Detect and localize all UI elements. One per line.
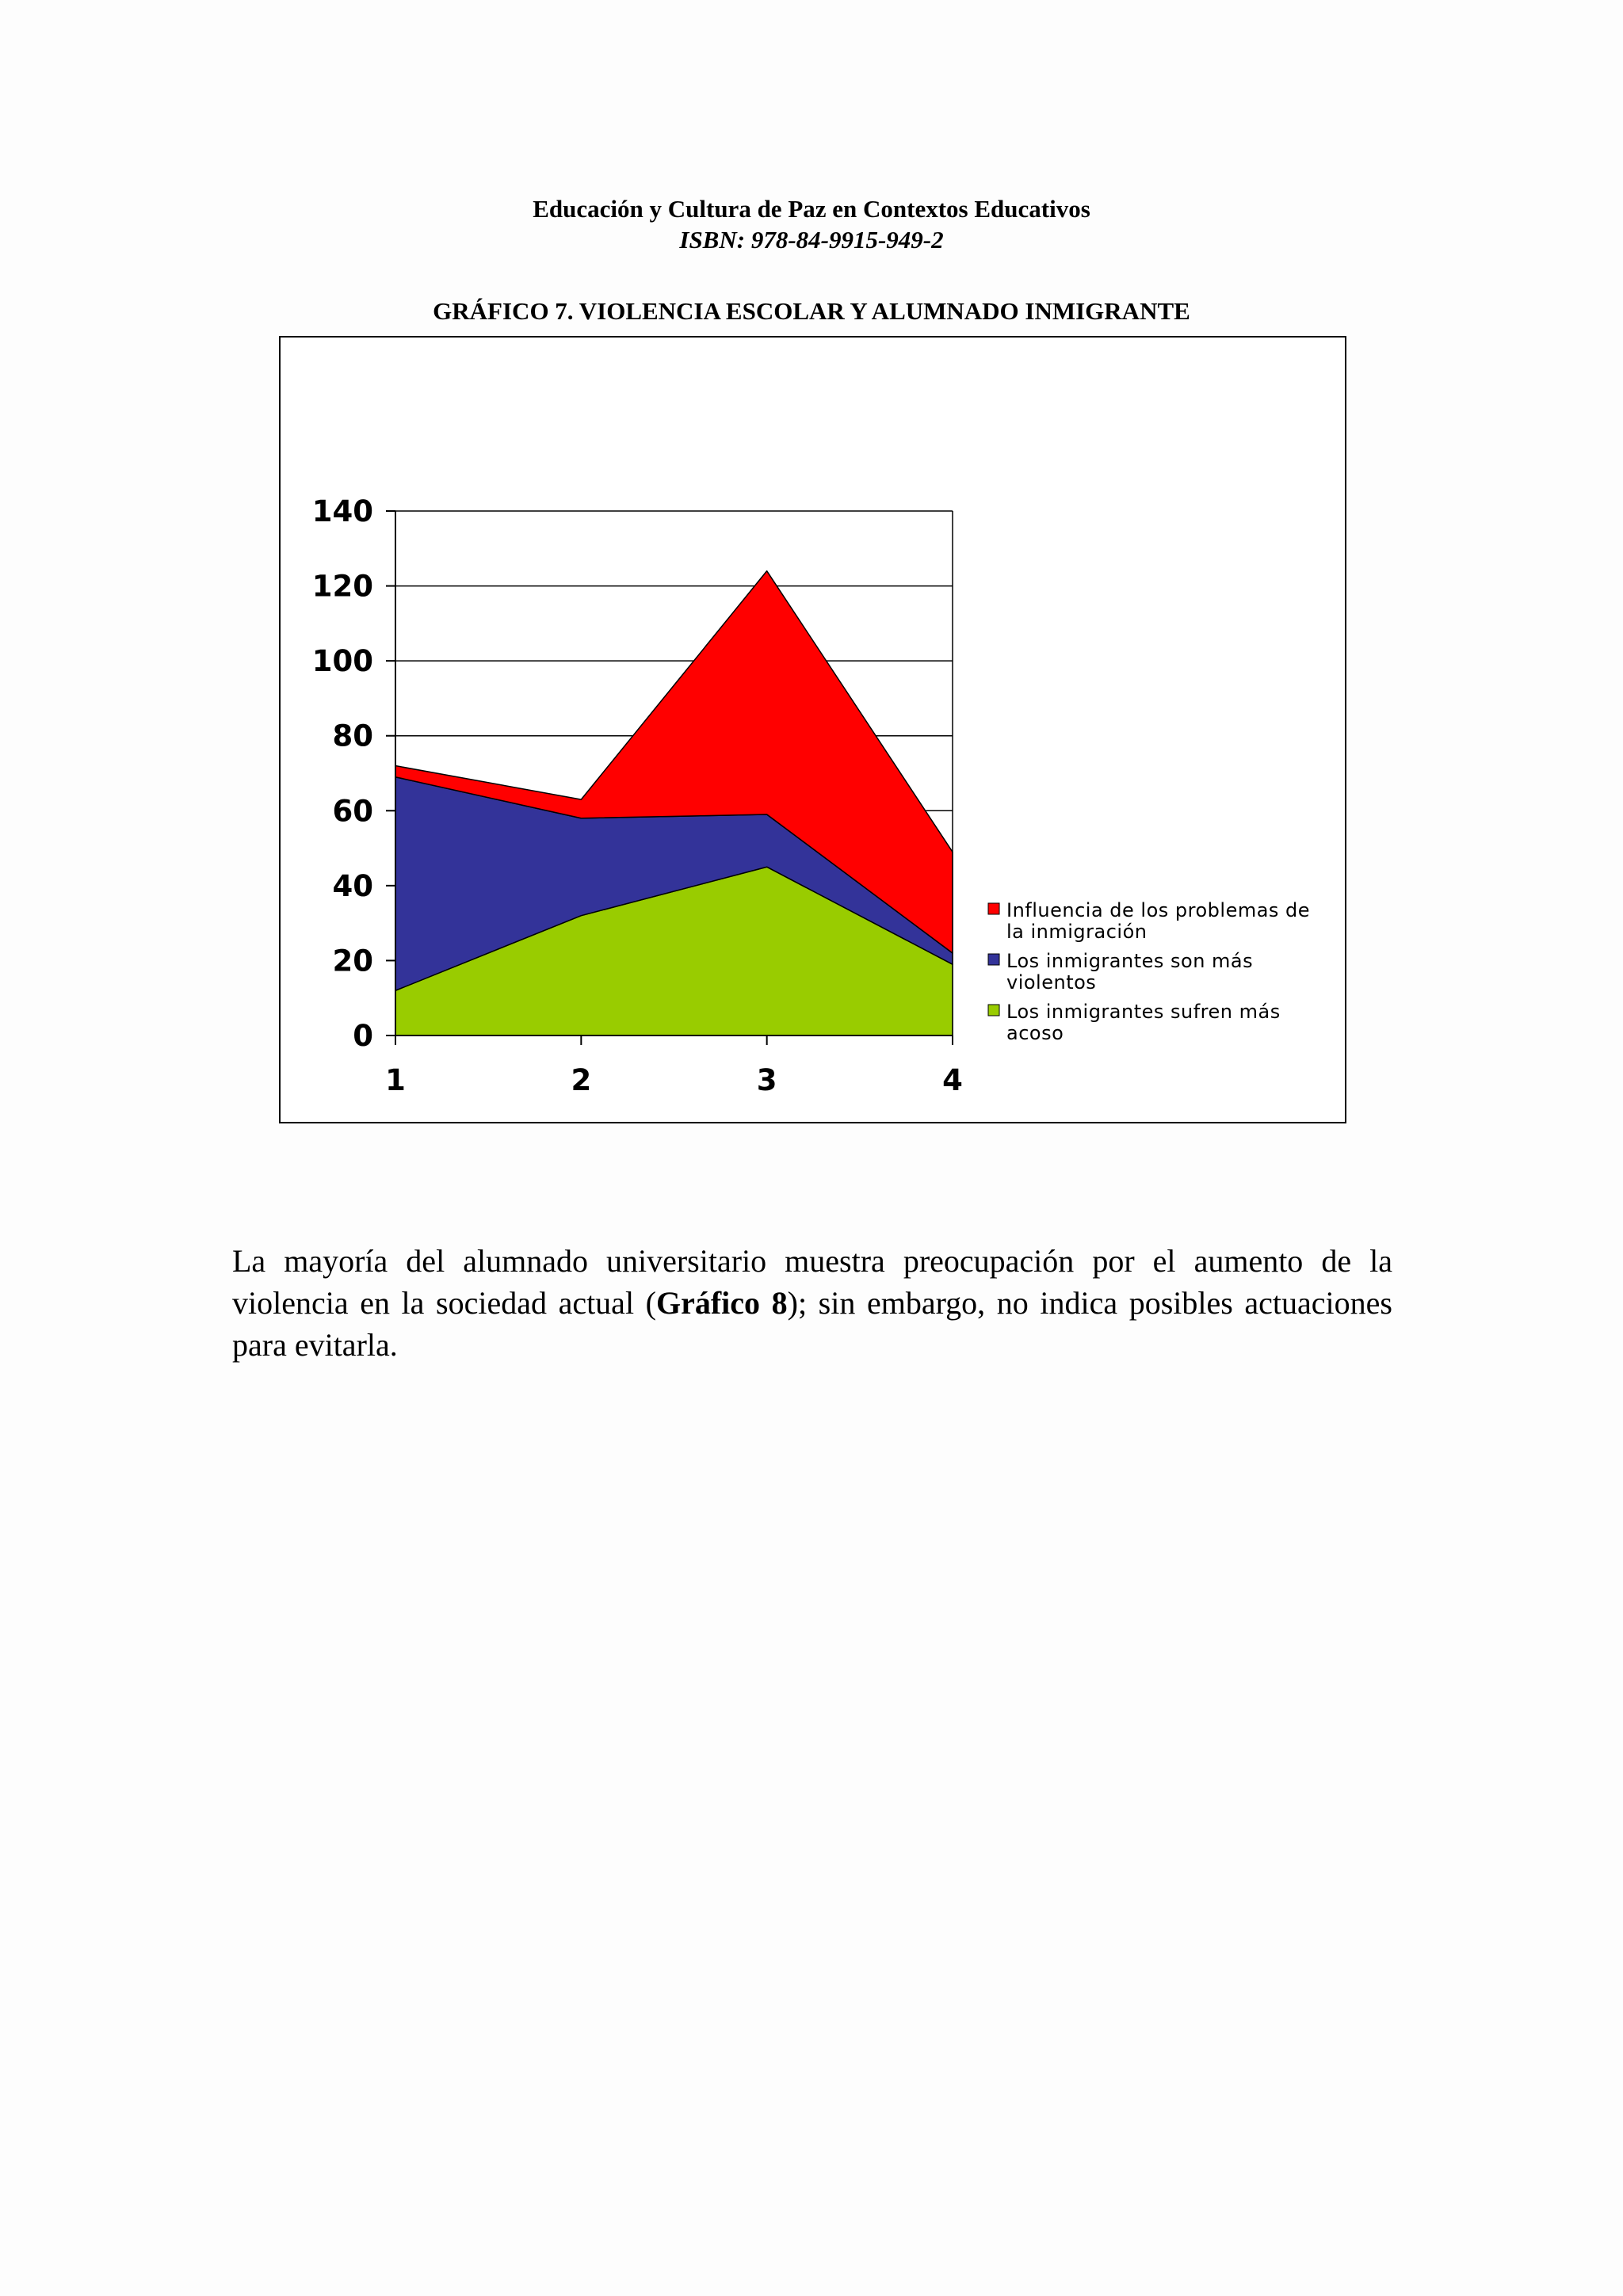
- y-tick-label: 100: [311, 644, 373, 679]
- figure-reference: Gráfico 8: [655, 1285, 788, 1321]
- y-tick-label: 40: [332, 868, 373, 903]
- chart-frame: [279, 336, 1346, 1123]
- legend-label: Los inmigrantes sufren más: [1006, 1001, 1281, 1023]
- x-tick-label: 3: [756, 1063, 777, 1097]
- paragraph-text-before: La mayoría del alumnado universitario muestra preocupación por el aumento de la violencia en la sociedad actual (: [232, 1243, 1392, 1321]
- legend-label: violentos: [1006, 971, 1097, 994]
- legend-label: Influencia de los problemas de: [1006, 899, 1311, 921]
- paragraph-text-after: ); sin embargo, no indica posibles actuaciones para evitarla.: [232, 1285, 1392, 1363]
- y-tick-label: 120: [311, 569, 373, 604]
- x-tick-label: 2: [571, 1063, 592, 1097]
- y-tick-label: 80: [332, 719, 373, 753]
- book-title: Educación y Cultura de Paz en Contextos Educativos: [533, 195, 1090, 223]
- book-isbn: ISBN: 978-84-9915-949-2: [679, 226, 944, 254]
- y-tick-label: 20: [332, 944, 373, 978]
- y-tick-label: 60: [332, 794, 373, 829]
- y-tick-label: 0: [353, 1019, 373, 1053]
- legend-swatch: [988, 954, 999, 965]
- legend-label: la inmigración: [1006, 921, 1148, 943]
- x-tick-label: 4: [942, 1063, 963, 1097]
- legend-label: Los inmigrantes son más: [1006, 950, 1254, 972]
- legend-label: acoso: [1006, 1022, 1064, 1044]
- legend-swatch: [988, 903, 999, 914]
- figure-caption: GRÁFICO 7. VIOLENCIA ESCOLAR Y ALUMNADO INMIGRANTE: [433, 297, 1190, 325]
- stacked-area-chart: [281, 338, 1345, 1122]
- legend-swatch: [988, 1005, 999, 1016]
- body-paragraph: [232, 1240, 1392, 1366]
- y-tick-label: 140: [311, 494, 373, 528]
- x-tick-label: 1: [385, 1063, 406, 1097]
